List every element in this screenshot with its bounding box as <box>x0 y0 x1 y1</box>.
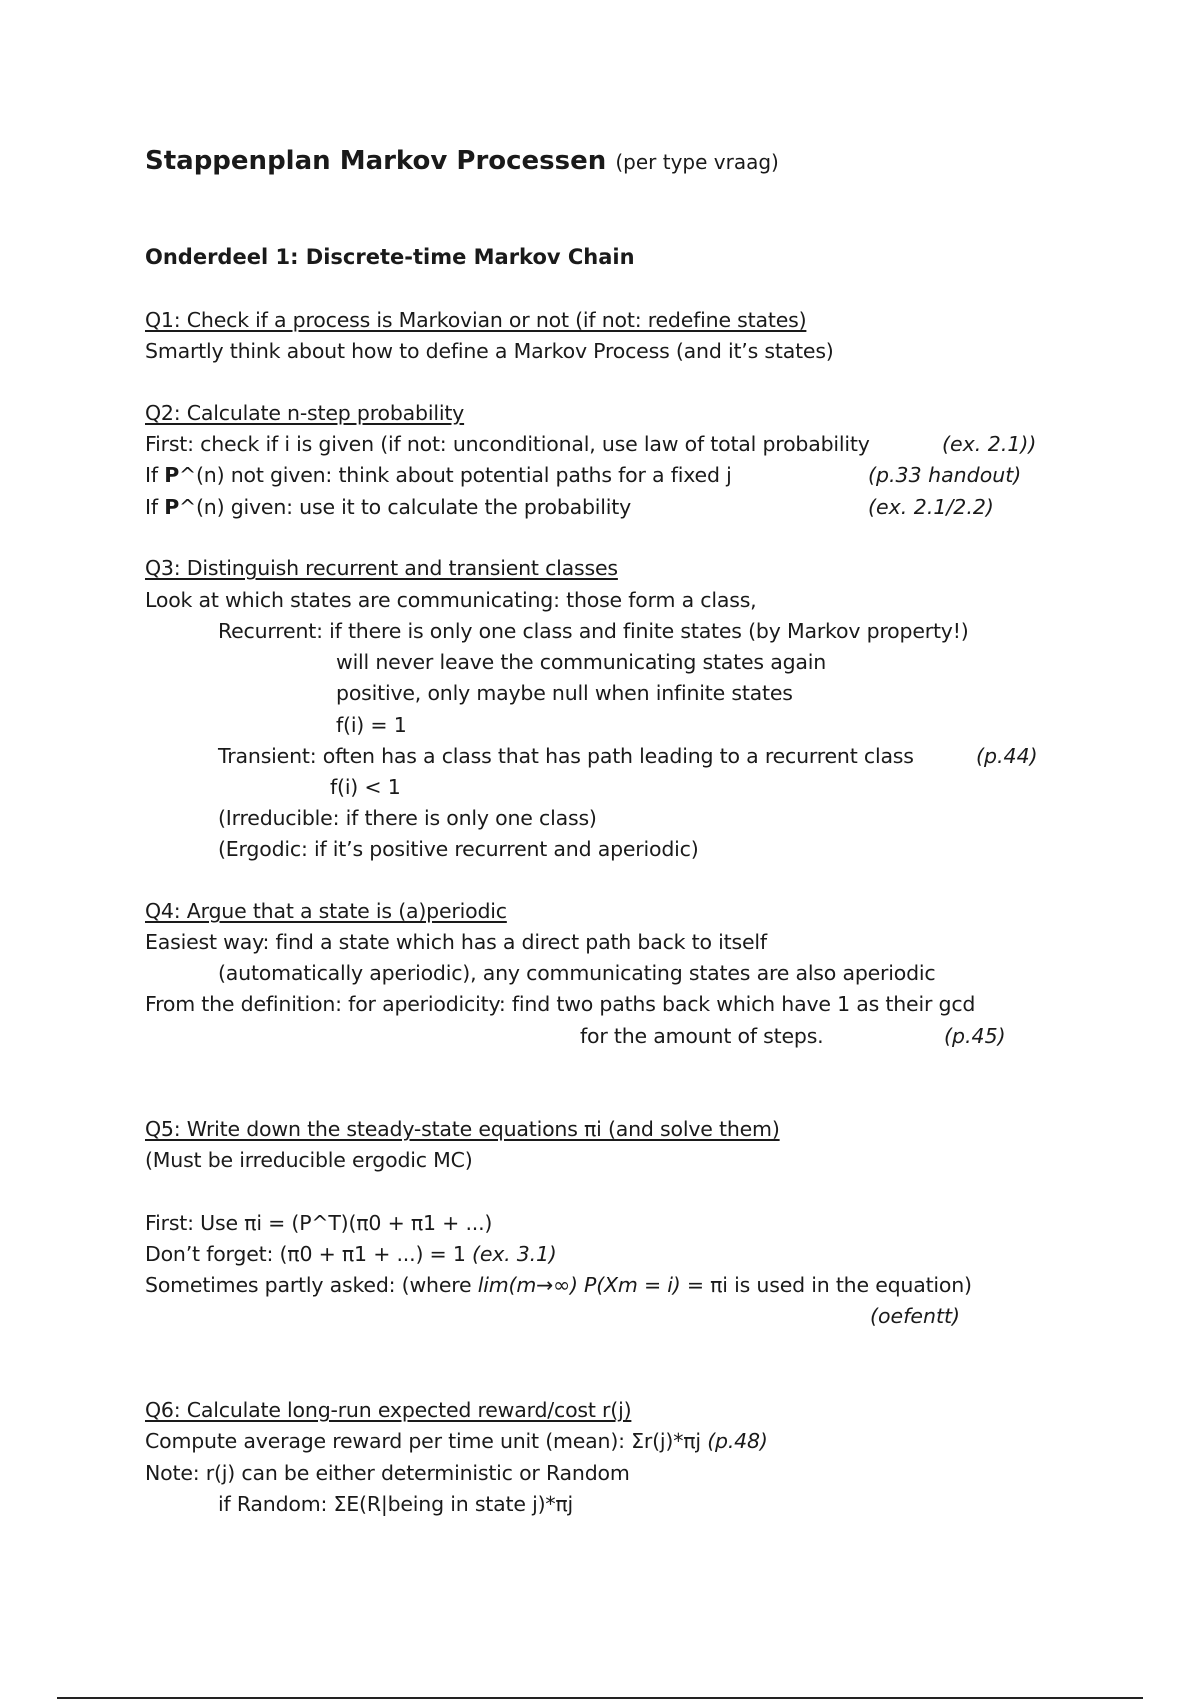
q3-line: f(i) < 1 <box>330 775 401 799</box>
q3-line: f(i) = 1 <box>336 713 407 737</box>
q2-line: First: check if i is given (if not: unconditional, use law of total probability <box>145 432 870 456</box>
q5-line-prefix: Sometimes partly asked: (where <box>145 1273 472 1297</box>
q3-line: (Irreducible: if there is only one class) <box>218 806 597 830</box>
matrix-p: P <box>164 495 180 519</box>
q4-reference: (p.45) <box>944 1024 1006 1048</box>
q2-line-prefix: If <box>145 463 165 487</box>
q3-line: Transient: often has a class that has path leading to a recurrent class <box>218 744 914 768</box>
q3-line: positive, only maybe null when infinite states <box>336 681 793 705</box>
q5-line: (Must be irreducible ergodic MC) <box>145 1148 473 1172</box>
q2-reference: (ex. 2.1/2.2) <box>868 495 994 519</box>
q6-reference: (p.48) <box>707 1429 768 1453</box>
title-subtitle: (per type vraag) <box>615 150 779 174</box>
q4-line: Easiest way: find a state which has a direct path back to itself <box>145 930 767 954</box>
q5-line: First: Use πi = (P^T)(π0 + π1 + ...) <box>145 1211 493 1235</box>
q5-line-text: Don’t forget: (π0 + π1 + ...) = 1 <box>145 1242 466 1266</box>
q6-line <box>145 1427 768 1455</box>
q2-reference: (ex. 2.1)) <box>942 432 1037 456</box>
q2-line-prefix: If <box>145 495 165 519</box>
q5-limit-expression: lim(m→∞) P(Xm = i) <box>477 1273 681 1297</box>
q4-line: (automatically aperiodic), any communicating states are also aperiodic <box>218 961 936 985</box>
q6-heading: Q6: Calculate long-run expected reward/cost r(j) <box>145 1398 632 1422</box>
q5-line-suffix: = πi is used in the equation) <box>686 1273 972 1297</box>
q5-reference: (ex. 3.1) <box>472 1242 557 1266</box>
q5-reference: (oefentt) <box>870 1304 961 1328</box>
q3-line: Recurrent: if there is only one class and finite states (by Markov property!) <box>218 619 969 643</box>
q6-line-text: Compute average reward per time unit (mean): Σr(j)*πj <box>145 1429 701 1453</box>
q3-heading: Q3: Distinguish recurrent and transient classes <box>145 556 618 580</box>
q5-line <box>145 1240 557 1268</box>
q4-line: for the amount of steps. <box>580 1024 824 1048</box>
section-heading: Onderdeel 1: Discrete-time Markov Chain <box>145 245 635 269</box>
q1-line: Smartly think about how to define a Markov Process (and it’s states) <box>145 339 834 363</box>
q2-line <box>145 493 631 521</box>
q6-line: if Random: ΣE(R|being in state j)*πj <box>218 1492 574 1516</box>
q5-heading: Q5: Write down the steady-state equations πi (and solve them) <box>145 1117 780 1141</box>
q2-line-text: ^(n) given: use it to calculate the probability <box>179 495 632 519</box>
page-divider <box>57 1697 1143 1699</box>
q3-line: (Ergodic: if it’s positive recurrent and aperiodic) <box>218 837 699 861</box>
q1-heading: Q1: Check if a process is Markovian or not (if not: redefine states) <box>145 308 807 332</box>
q4-heading: Q4: Argue that a state is (a)periodic <box>145 899 507 923</box>
q4-line: From the definition: for aperiodicity: find two paths back which have 1 as their gcd <box>145 992 976 1016</box>
q2-reference: (p.33 handout) <box>868 463 1022 487</box>
matrix-p: P <box>164 463 180 487</box>
q2-line-text: ^(n) not given: think about potential paths for a fixed j <box>179 463 732 487</box>
q3-reference: (p.44) <box>976 744 1038 768</box>
q5-line <box>145 1271 972 1299</box>
page-title <box>145 146 779 176</box>
q3-line: will never leave the communicating states again <box>336 650 827 674</box>
q6-line: Note: r(j) can be either deterministic or Random <box>145 1461 630 1485</box>
q3-line: Look at which states are communicating: those form a class, <box>145 588 757 612</box>
title-main: Stappenplan Markov Processen <box>145 146 607 176</box>
q2-line <box>145 461 732 489</box>
q2-heading: Q2: Calculate n-step probability <box>145 401 465 425</box>
